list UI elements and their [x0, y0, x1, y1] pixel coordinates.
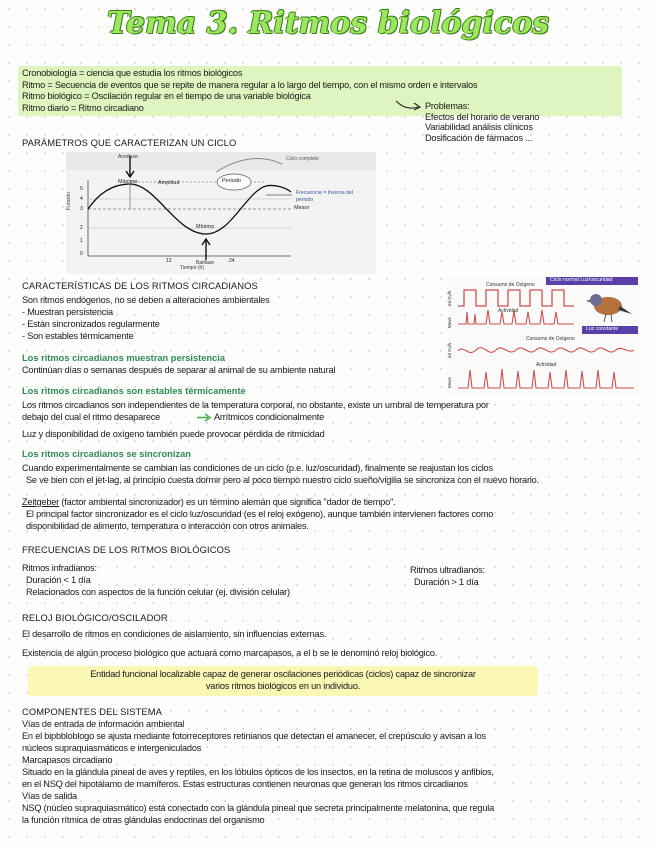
sincronizan-line4: El principal factor sincronizador es el ciclo luz/oscuridad (es el reloj exógeno), aunque también intervienen factores como	[26, 509, 494, 519]
componentes-line: Vías de salida	[22, 791, 77, 801]
x-tick: 12	[166, 258, 172, 264]
activity-ylabel: Movs	[447, 377, 452, 388]
estables-line2: debajo del cual el ritmo desaparece	[22, 411, 161, 422]
problem-item: Efectos del horario de verano	[425, 111, 540, 122]
infradianos-item: Relacionados con aspectos de la función celular (ej. división celular)	[26, 587, 290, 597]
x-tick: 24	[229, 258, 235, 264]
activity-header: Ciclo normal Luz/oscuridad	[550, 277, 613, 283]
activity-label: Actividad	[498, 308, 519, 314]
infradianos-item: Duración < 1 día	[26, 575, 91, 585]
definition-cronobiologia: Cronobiología = ciencia que estudia los ritmos biológicos	[22, 68, 243, 78]
ultradianos-title: Ritmos ultradianos:	[410, 565, 485, 575]
problems-title: Problemas:	[425, 101, 470, 111]
componentes-line: Vías de entrada de información ambiental	[22, 719, 185, 729]
activity-label: Consumo de Oxígeno	[526, 336, 575, 342]
componentes-heading: COMPONENTES DEL SISTEMA	[22, 706, 162, 717]
sincronizan-line5: disponibilidad de alimento, temperatura o interacción con otros animales.	[26, 521, 309, 531]
ultradianos-item: Duración > 1 día	[414, 577, 479, 587]
arrow-right-icon	[196, 413, 212, 422]
cycle-parameters-figure	[66, 152, 376, 274]
y-tick: 2	[80, 225, 83, 231]
componentes-line: Situado en la glándula pineal de aves y reptiles, en los lóbulos ópticos de los insectos, en la retina de moluscos y anfibios,	[22, 767, 494, 777]
definition-ritmo: Ritmo = Secuencia de eventos que se repite de manera regular a lo largo del tiempo, con el mismo orden e intervalos	[22, 79, 478, 90]
sincronizan-heading: Los ritmos circadianos se sincronizan	[22, 449, 191, 459]
caracteristicas-bullet: - Muestran persistencia	[22, 307, 113, 317]
y-tick: 0	[80, 251, 83, 257]
mesor-label: Mesor	[294, 205, 310, 211]
zeitgeber-line	[22, 497, 395, 509]
x-axis-label: Tiempo (h)	[180, 265, 204, 271]
ciclo-completo-label: Ciclo completo	[286, 156, 319, 162]
persistencia-text: Continúan días o semanas después de separar al animal de su ambiente natural	[22, 365, 336, 375]
caracteristicas-bullet: - Están sincronizados regularmente	[22, 319, 160, 329]
definition-ritmo-biologico: Ritmo biológico = Oscilación regular en el tiempo de una variable biológica	[22, 91, 311, 101]
parametros-heading: PARÁMETROS QUE CARACTERIZAN UN CICLO	[22, 137, 237, 148]
batifase-label: Batifase	[196, 260, 215, 266]
y-tick: 1	[80, 238, 83, 244]
activity-label: Actividad	[536, 362, 557, 368]
frecuencia-label: Frecuencia = Inversa del periodo	[296, 190, 353, 203]
sincronizan-line1: Cuando experimentalmente se cambian las condiciones de un ciclo (p.e. luz/oscuridad), finalmente se reajustan los ciclos	[22, 463, 493, 473]
estables-heading: Los ritmos circadianos son estables térmicamente	[22, 386, 246, 396]
y-tick: 4	[80, 196, 83, 202]
componentes-line: en el NSQ del hipotálamo de mamíferos. Estas estructuras contienen neuronas que generan los ritmos circadianos	[22, 779, 468, 789]
y-tick: 5	[80, 186, 83, 192]
reloj-line2: Existencia de algún proceso biológico que actuará como marcapasos, a el b se le denominó reloj biológico.	[22, 648, 438, 658]
estables-arritmicos: Arrítmicos condicionalmente	[214, 411, 325, 422]
problem-item: Dosificación de fármacos ...	[425, 132, 533, 143]
reloj-box-line1: Entidad funcional localizable capaz de generar oscilaciones periódicas (ciclos) capaz de sincronizar	[90, 669, 476, 679]
arrow-to-problems-icon	[394, 98, 424, 114]
estables-line1: Los ritmos circadianos son independientes de la temperatura corporal, no obstante, existe un umbral de temperatura por	[22, 400, 489, 410]
activity-ylabel: ml O₂/h	[447, 343, 452, 358]
periodo-label: Periodo	[222, 178, 241, 184]
zeitgeber-term: Zeitgeber	[22, 497, 60, 507]
componentes-line: la función rítmica de otras glándulas endocrinas del organismo	[22, 815, 265, 825]
page-title: Tema 3. Ritmos biológicos	[107, 6, 549, 41]
activity-ylabel: ml O₂/h	[447, 291, 452, 306]
caracteristicas-intro: Son ritmos endógenos, no se deben a alteraciones ambientales	[22, 295, 270, 305]
y-tick: 3	[80, 206, 83, 212]
activity-ylabel: Movs	[447, 317, 452, 328]
activity-label: Consumo de Oxígeno	[486, 282, 535, 288]
reloj-line1: El desarrollo de ritmos en condiciones de aislamiento, sin influencias externas.	[22, 629, 327, 639]
reloj-box-line2: varios ritmos biológicos en un individuo.	[205, 681, 361, 691]
componentes-line: En el bipbbloblogo se ajusta mediante fotorreceptores retinianos que detectan el amanecer, el crepúsculo y avisan a los	[22, 731, 486, 741]
caracteristicas-bullet: - Son estables térmicamente	[22, 331, 134, 341]
problem-item: Variabilidad análisis clínicos	[425, 122, 533, 132]
persistencia-heading: Los ritmos circadianos muestran persistencia	[22, 353, 226, 363]
activity-label: Luz constante	[586, 326, 619, 332]
estables-line3: Luz y disponibilidad de oxígeno también puede provocar pérdida de ritmicidad	[22, 429, 325, 439]
componentes-line: núcleos supraquiasmáticos e intergeniculados	[22, 743, 202, 753]
sincronizan-line2: Se ve bien con el jet-lag, al principio cuesta dormir pero al poco tiempo nuestro ciclo sueño/vigilia se sincroniza con el nuevo horario.	[26, 475, 539, 485]
caracteristicas-heading: CARACTERÍSTICAS DE LOS RITMOS CIRCADIANOS	[22, 280, 258, 291]
acrofase-label: Acrofase	[118, 154, 138, 160]
maximo-label: Máximo	[118, 179, 138, 185]
componentes-line: NSQ (núcleo supraquiasmático) está conectado con la glándula pineal que secreta principalmente melatonina, que regula	[22, 803, 495, 813]
y-axis-label: Función	[66, 192, 72, 210]
minimo-label: Mínimo	[196, 224, 215, 230]
definition-ritmo-diario: Ritmo diario = Ritmo circadiano	[22, 102, 144, 113]
reloj-heading: RELOJ BIOLÓGICO/OSCILADOR	[22, 612, 168, 623]
amplitud-label: Amplitud	[158, 180, 180, 186]
activity-figure	[446, 276, 640, 396]
frecuencias-heading: FRECUENCIAS DE LOS RITMOS BIOLÓGICOS	[22, 544, 231, 555]
infradianos-title: Ritmos infradianos:	[22, 563, 97, 573]
zeitgeber-definition: (factor ambiental sincronizador) es un término alemán que significa "dador de tiempo".	[59, 497, 396, 507]
componentes-line: Marcapasos circadiano	[22, 755, 113, 765]
